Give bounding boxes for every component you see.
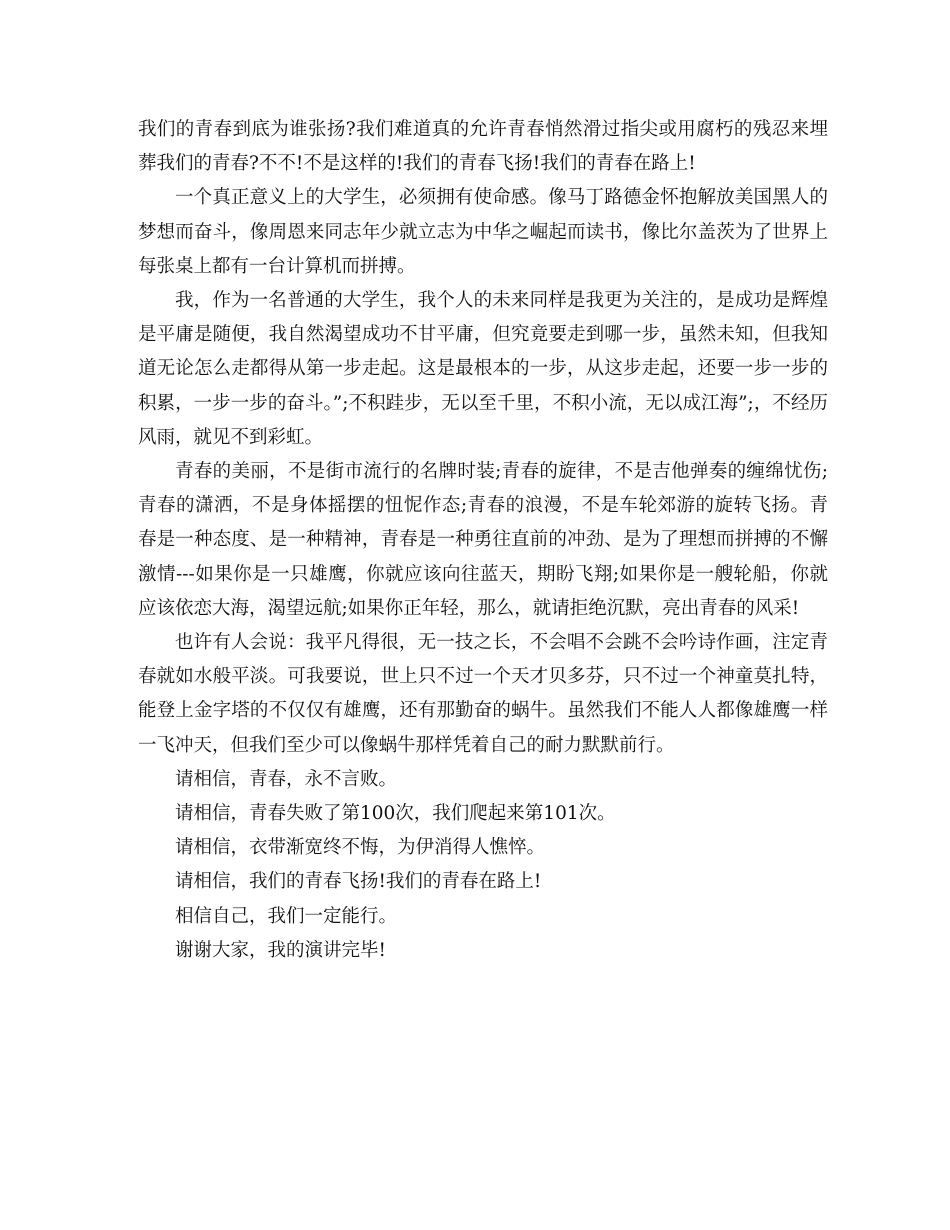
paragraph-closing: 谢谢大家，我的演讲完毕! [175, 939, 386, 961]
document-body [138, 113, 828, 968]
paragraph-believe-4: 请相信，我们的青春飞扬!我们的青春在路上! [175, 871, 542, 893]
paragraph-future: 我，作为一名普通的大学生，我个人的未来同样是我更为关注的，是成功是辉煌是平庸是随便，我自然渴望成功不甘平庸，但究竟要走到哪一步，虽然未知，但我知道无论怎么走都得从第一步走起。这是最根本的一步，从这步走起，还要一步一步的积累，一步一步的奋斗。”;不积跬步，无以至千里，不积小流，无以成江海”;，不经历风雨，就见不到彩虹。 [138, 290, 828, 448]
paragraph-believe-2: 请相信，青春失败了第100次，我们爬起来第101次。 [175, 803, 616, 825]
paragraph-intro: 我们的青春到底为谁张扬?我们难道真的允许青春悄然滑过指尖或用腐朽的残忍来埋葬我们的青春?不不!不是这样的!我们的青春飞扬!我们的青春在路上! [138, 119, 828, 175]
paragraph-self-belief: 相信自己，我们一定能行。 [175, 905, 398, 927]
paragraph-believe-3: 请相信，衣带渐宽终不悔，为伊消得人憔悴。 [175, 837, 546, 859]
paragraph-youth-beauty: 青春的美丽，不是街市流行的名牌时装;青春的旋律，不是吉他弹奏的缠绵忧伤;青春的潇洒，不是身体摇摆的忸怩作态;青春的浪漫，不是车轮郊游的旋转飞扬。青春是一种态度、是一种精神，青春是一种勇往直前的冲劲、是为了理想而拼搏的不懈激情---如果你是一只雄鹰，你就应该向往蓝天，期盼飞翔;如果你是一艘轮船，你就应该依恋大海，渴望远航;如果你正年轻，那么，就请拒绝沉默，亮出青春的风采! [138, 461, 828, 619]
paragraph-believe-1: 请相信，青春，永不言败。 [175, 768, 398, 790]
paragraph-mission: 一个真正意义上的大学生，必须拥有使命感。像马丁路德金怀抱解放美国黑人的梦想而奋斗，像周恩来同志年少就立志为中华之崛起而读书，像比尔盖茨为了世界上每张桌上都有一台计算机而拼搏。 [138, 187, 828, 277]
paragraph-snail: 也许有人会说：我平凡得很，无一技之长，不会唱不会跳不会吟诗作画，注定青春就如水般平淡。可我要说，世上只不过一个天才贝多芬，只不过一个神童莫扎特，能登上金字塔的不仅仅有雄鹰，还有那勤奋的蜗牛。虽然我们不能人人都像雄鹰一样一飞冲天，但我们至少可以像蜗牛那样凭着自己的耐力默默前行。 [138, 632, 828, 756]
